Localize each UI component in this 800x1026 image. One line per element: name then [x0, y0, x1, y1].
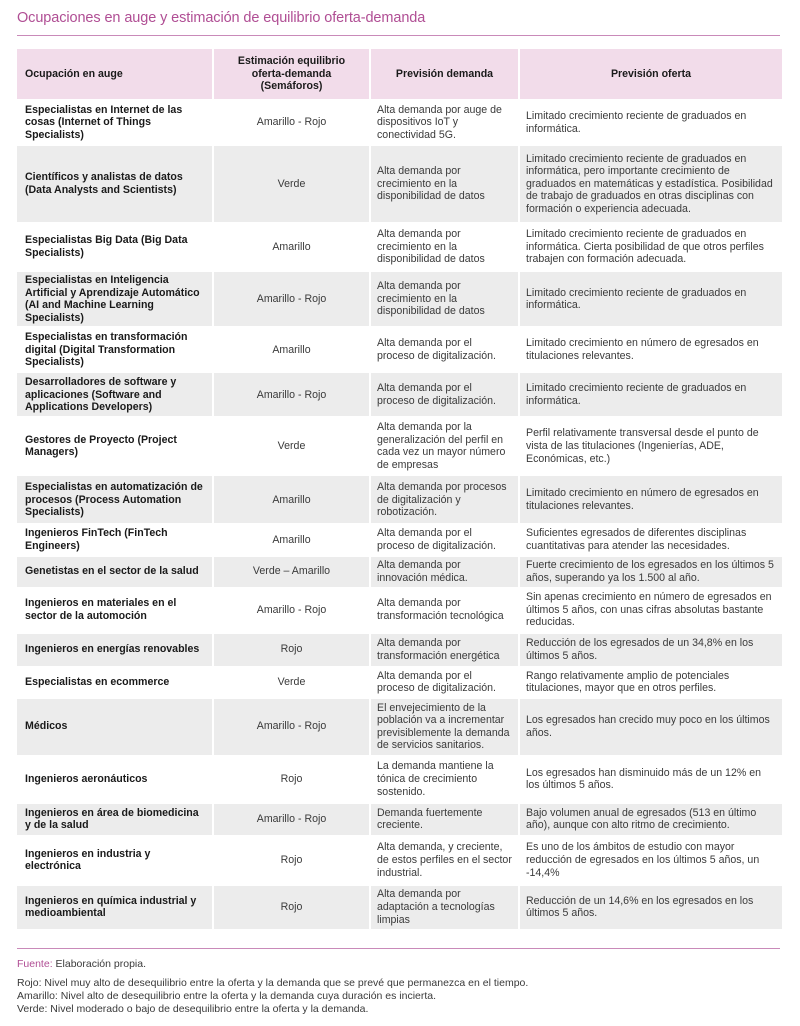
table-row — [17, 524, 782, 555]
demand-forecast-cell: Alta demanda por auge de dispositivos IoT y conectividad 5G. — [370, 100, 519, 145]
supply-forecast-cell: Perfil relativamente transversal desde el punto de vista de las titulaciones (Ingenierías, ADE, Económicas, etc.) — [519, 417, 782, 475]
supply-forecast-cell: Rango relativamente amplio de potenciales titulaciones, mayor que en otros perfiles. — [519, 667, 782, 698]
supply-forecast-cell: Limitado crecimiento en número de egresados en titulaciones relevantes. — [519, 475, 782, 524]
title-divider — [17, 35, 780, 36]
occupation-cell: Especialistas Big Data (Big Data Specialists) — [17, 223, 213, 271]
occupation-cell: Ingenieros FinTech (FinTech Engineers) — [17, 524, 213, 555]
table-row — [17, 271, 782, 327]
supply-forecast-cell: Limitado crecimiento en número de egresados en titulaciones relevantes. — [519, 327, 782, 372]
footer-divider — [17, 948, 780, 949]
supply-forecast-cell: Es uno de los ámbitos de estudio con mayor reducción de egresados en los últimos 5 años, un -14,4% — [519, 836, 782, 885]
table-row — [17, 100, 782, 145]
occupation-cell: Especialistas en Internet de las cosas (Internet of Things Specialists) — [17, 100, 213, 145]
supply-forecast-cell: Reducción de un 14,6% en los egresados en los últimos 5 años. — [519, 885, 782, 929]
occupation-cell: Científicos y analistas de datos (Data Analysts and Scientists) — [17, 145, 213, 223]
demand-forecast-cell: La demanda mantiene la tónica de crecimiento sostenido. — [370, 756, 519, 803]
table-row — [17, 633, 782, 667]
balance-status-cell: Rojo — [213, 836, 370, 885]
demand-forecast-cell: Alta demanda por crecimiento en la disponibilidad de datos — [370, 145, 519, 223]
demand-forecast-cell: Alta demanda por crecimiento en la disponibilidad de datos — [370, 271, 519, 327]
table-row — [17, 667, 782, 698]
table-row — [17, 556, 782, 588]
table-row — [17, 417, 782, 475]
supply-forecast-cell: Limitado crecimiento reciente de graduados en informática, pero importante crecimiento de graduados en matemáticas y estadística. Posibilidad de trabajo de graduados en otras disciplinas con formación o experiencia adecuada. — [519, 145, 782, 223]
occupation-cell: Ingenieros en materiales en el sector de la automoción — [17, 588, 213, 633]
page-title: Ocupaciones en auge y estimación de equilibrio oferta-demanda — [17, 10, 426, 26]
occupation-cell: Ingenieros aeronáuticos — [17, 756, 213, 803]
balance-status-cell: Amarillo — [213, 524, 370, 555]
balance-status-cell: Amarillo - Rojo — [213, 588, 370, 633]
balance-status-cell: Verde — [213, 667, 370, 698]
table-body — [17, 100, 782, 929]
occupation-cell: Genetistas en el sector de la salud — [17, 556, 213, 588]
occupation-cell: Médicos — [17, 698, 213, 756]
table-row — [17, 475, 782, 524]
supply-forecast-cell: Sin apenas crecimiento en número de egresados en últimos 5 años, con unas cifras absolutas bastante reducidas. — [519, 588, 782, 633]
demand-forecast-cell: Alta demanda por procesos de digitalización y robotización. — [370, 475, 519, 524]
legend-item-amarillo: Amarillo: Nivel alto de desequilibrio entre la oferta y la demanda cuya duración es incierta. — [17, 990, 437, 1002]
occupation-cell: Ingenieros en energías renovables — [17, 633, 213, 667]
column-header-demand: Previsión demanda — [370, 49, 519, 100]
balance-status-cell: Amarillo - Rojo — [213, 271, 370, 327]
occupation-cell: Ingenieros en industria y electrónica — [17, 836, 213, 885]
table-header-row — [17, 49, 782, 100]
balance-status-cell: Amarillo — [213, 327, 370, 372]
legend — [17, 977, 528, 1016]
demand-forecast-cell: Demanda fuertemente creciente. — [370, 803, 519, 836]
supply-forecast-cell: Suficientes egresados de diferentes disciplinas cuantitativas para atender las necesidades. — [519, 524, 782, 555]
table-row — [17, 885, 782, 929]
table-row — [17, 698, 782, 756]
demand-forecast-cell: Alta demanda por el proceso de digitalización. — [370, 372, 519, 417]
occupation-cell: Especialistas en transformación digital (Digital Transformation Specialists) — [17, 327, 213, 372]
balance-status-cell: Verde – Amarillo — [213, 556, 370, 588]
occupation-cell: Ingenieros en área de biomedicina y de la salud — [17, 803, 213, 836]
demand-forecast-cell: Alta demanda por la generalización del perfil en cada vez un mayor número de empresas — [370, 417, 519, 475]
demand-forecast-cell: Alta demanda por crecimiento en la disponibilidad de datos — [370, 223, 519, 271]
balance-status-cell: Amarillo - Rojo — [213, 372, 370, 417]
balance-status-cell: Amarillo — [213, 475, 370, 524]
demand-forecast-cell: Alta demanda por transformación tecnológica — [370, 588, 519, 633]
balance-status-cell: Verde — [213, 145, 370, 223]
column-header-supply: Previsión oferta — [519, 49, 782, 100]
supply-forecast-cell: Reducción de los egresados de un 34,8% en los últimos 5 años. — [519, 633, 782, 667]
balance-status-cell: Rojo — [213, 885, 370, 929]
balance-status-cell: Amarillo - Rojo — [213, 803, 370, 836]
supply-forecast-cell: Limitado crecimiento reciente de graduados en informática. — [519, 372, 782, 417]
occupation-cell: Especialistas en Inteligencia Artificial y Aprendizaje Automático (AI and Machine Learning Specialists) — [17, 271, 213, 327]
balance-status-cell: Verde — [213, 417, 370, 475]
legend-item-rojo: Rojo: Nivel muy alto de desequilibrio entre la oferta y la demanda que se prevé que permanezca en el tiempo. — [17, 977, 529, 989]
supply-forecast-cell: Limitado crecimiento reciente de graduados en informática. — [519, 100, 782, 145]
balance-status-cell: Rojo — [213, 633, 370, 667]
table-row — [17, 803, 782, 836]
column-header-occupation: Ocupación en auge — [17, 49, 213, 100]
table-row — [17, 756, 782, 803]
table-row — [17, 836, 782, 885]
supply-forecast-cell: Bajo volumen anual de egresados (513 en último año), aunque con alto ritmo de crecimiento. — [519, 803, 782, 836]
occupation-cell: Especialistas en automatización de procesos (Process Automation Specialists) — [17, 475, 213, 524]
demand-forecast-cell: Alta demanda por innovación médica. — [370, 556, 519, 588]
source-note — [17, 958, 146, 970]
supply-forecast-cell: Limitado crecimiento reciente de graduados en informática. Cierta posibilidad de que otros perfiles trabajen con formación adecuada. — [519, 223, 782, 271]
table-row — [17, 588, 782, 633]
demand-forecast-cell: Alta demanda por el proceso de digitalización. — [370, 327, 519, 372]
supply-forecast-cell: Limitado crecimiento reciente de graduados en informática. — [519, 271, 782, 327]
occupation-cell: Ingenieros en química industrial y medioambiental — [17, 885, 213, 929]
occupation-cell: Desarrolladores de software y aplicaciones (Software and Applications Developers) — [17, 372, 213, 417]
table-row — [17, 223, 782, 271]
demand-forecast-cell: Alta demanda por el proceso de digitalización. — [370, 667, 519, 698]
balance-status-cell: Amarillo - Rojo — [213, 698, 370, 756]
balance-status-cell: Amarillo - Rojo — [213, 100, 370, 145]
supply-forecast-cell: Los egresados han crecido muy poco en los últimos años. — [519, 698, 782, 756]
occupations-table — [17, 49, 782, 929]
source-text: Elaboración propia. — [55, 958, 147, 970]
table-row — [17, 327, 782, 372]
table-row — [17, 145, 782, 223]
legend-item-verde: Verde: Nivel moderado o bajo de desequilibrio entre la oferta y la demanda. — [17, 1003, 369, 1015]
balance-status-cell: Amarillo — [213, 223, 370, 271]
demand-forecast-cell: Alta demanda, y creciente, de estos perfiles en el sector industrial. — [370, 836, 519, 885]
demand-forecast-cell: Alta demanda por adaptación a tecnologías limpias — [370, 885, 519, 929]
supply-forecast-cell: Los egresados han disminuido más de un 12% en los últimos 5 años. — [519, 756, 782, 803]
occupation-cell: Gestores de Proyecto (Project Managers) — [17, 417, 213, 475]
supply-forecast-cell: Fuerte crecimiento de los egresados en los últimos 5 años, superando ya los 1.500 al año. — [519, 556, 782, 588]
source-label: Fuente: — [17, 958, 53, 970]
demand-forecast-cell: El envejecimiento de la población va a incrementar previsiblemente la demanda de servicios sanitarios. — [370, 698, 519, 756]
column-header-balance: Estimación equilibrio oferta-demanda (Semáforos) — [213, 49, 370, 100]
demand-forecast-cell: Alta demanda por transformación energética — [370, 633, 519, 667]
balance-status-cell: Rojo — [213, 756, 370, 803]
demand-forecast-cell: Alta demanda por el proceso de digitalización. — [370, 524, 519, 555]
occupation-cell: Especialistas en ecommerce — [17, 667, 213, 698]
table-row — [17, 372, 782, 417]
